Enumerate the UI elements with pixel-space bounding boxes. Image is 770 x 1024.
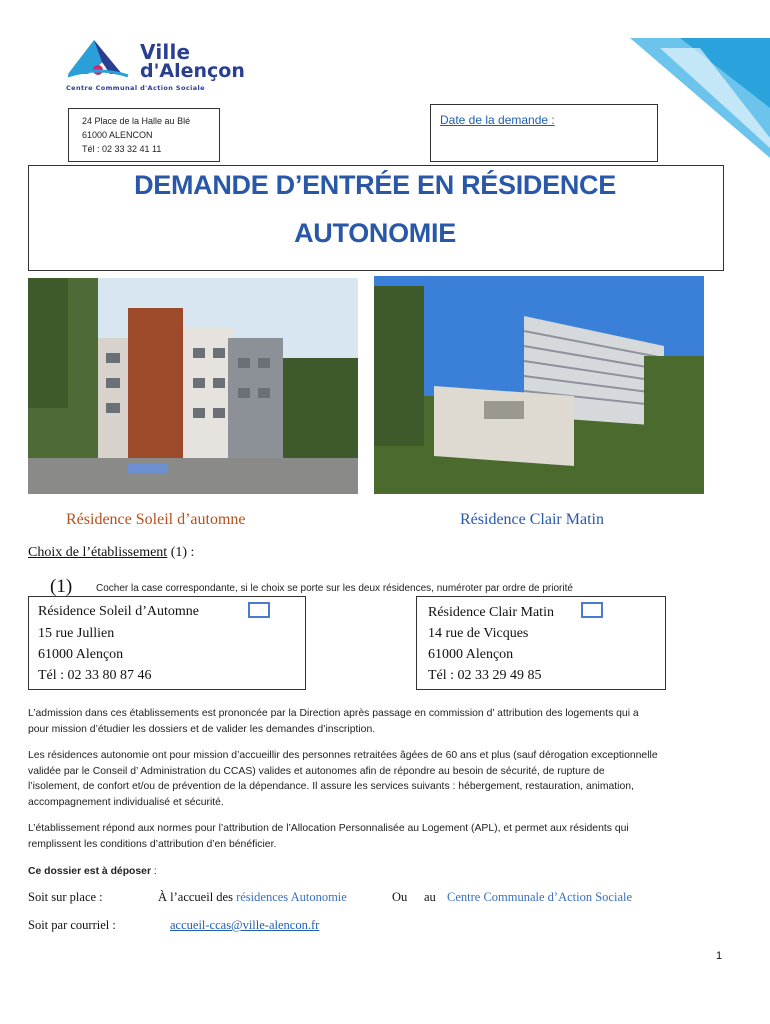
residence-1-street: 15 rue Jullien (38, 626, 115, 641)
residence-clair-matin-photo (374, 276, 704, 494)
depot-row1-label: Soit sur place : (28, 890, 103, 904)
caption-clair-matin: Résidence Clair Matin (460, 511, 604, 528)
paragraph-admission (28, 706, 742, 737)
page-number: 1 (716, 950, 723, 962)
residence-1-phone: Tél : 02 33 80 87 46 (38, 668, 152, 683)
residence-1-name: Résidence Soleil d’Automne (38, 604, 199, 619)
paragraph-line: L’établissement répond aux normes pour l’attribution de l’Allocation Personnalisée au Logement (APL), et permet aux résidents qui (28, 823, 629, 834)
logo-line2: d'Alençon (140, 60, 245, 82)
depot-or: Ou (392, 890, 408, 904)
depot-row2-label: Soit par courriel : (28, 918, 116, 932)
residence-2-street: 14 rue de Vicques (428, 626, 529, 641)
choix-heading (28, 545, 194, 561)
email-link[interactable]: accueil-ccas@ville-alencon.fr (170, 918, 320, 932)
footnote-text: Cocher la case correspondante, si le choix se porte sur les deux résidences, numéroter par ordre de priorité (96, 583, 573, 594)
residence-2-name: Résidence Clair Matin (428, 605, 554, 620)
depot-heading (28, 864, 742, 880)
residence-1-city: 61000 Alençon (38, 647, 124, 662)
paragraph-line: accompagnement individualisé et sécurité. (28, 796, 224, 808)
address-line1: 24 Place de la Halle au Blé (82, 116, 191, 126)
paragraph-apl (28, 821, 742, 852)
residence-2-phone: Tél : 02 33 29 49 85 (428, 668, 542, 683)
date-label: Date de la demande : (440, 113, 555, 127)
ccas-link[interactable]: Centre Communale d’Action Sociale (447, 890, 633, 904)
logo-line1: Ville (140, 40, 191, 64)
caption-soleil: Résidence Soleil d’automne (66, 511, 246, 528)
depot-au: au (424, 890, 436, 904)
paragraph-mission (28, 748, 742, 810)
paragraph-line: pour mission d’étudier les dossiers et de valider les demandes d’inscription. (28, 723, 376, 735)
paragraph-line: Les résidences autonomie ont pour mission d’accueillir des personnes retraitées âgées de 60 ans et plus (sauf dérogation exceptionnelle (28, 750, 658, 761)
page-title-line1: DEMANDE D’ENTRÉE EN RÉSIDENCE (134, 170, 616, 200)
residence-1-checkbox[interactable] (248, 602, 270, 618)
residence-soleil-photo (28, 278, 358, 494)
paragraph-line: l’isolement, de confort et/ou de prévention de la dépendance. Il assure les services suivants : hébergement, restauration, animation, (28, 781, 634, 792)
depot-heading-suffix: : (151, 866, 157, 877)
residences-autonomie-link[interactable]: résidences Autonomie (236, 890, 347, 904)
choix-label: Choix de l’établissement (28, 545, 168, 560)
paragraph-line: L’admission dans ces établissements est prononcée par la Direction après passage en commission d’ attribution des logements qui a (28, 708, 639, 719)
depot-heading-text: Ce dossier est à déposer (28, 866, 152, 877)
paragraph-line: remplissent les conditions d’attribution d’en bénéficier. (28, 838, 277, 850)
address-line2: 61000 ALENCON (82, 130, 153, 140)
residence-2-city: 61000 Alençon (428, 647, 514, 662)
depot-row1-pre: À l’accueil des (158, 890, 237, 904)
depot-row1-text (158, 890, 347, 905)
address-phone: Tél : 02 33 32 41 11 (82, 144, 162, 154)
residence-2-checkbox[interactable] (581, 602, 603, 618)
page-title-line2: AUTONOMIE (294, 218, 456, 248)
footnote-number: (1) (50, 576, 73, 597)
choix-suffix: (1) : (167, 545, 195, 560)
logo-subtitle: Centre Communal d'Action Sociale (66, 84, 205, 92)
paragraph-line: validée par le Conseil d’ Administration du CCAS) valides et autonomes afin de répondre au besoin de sécurité, de rupture de (28, 765, 605, 777)
